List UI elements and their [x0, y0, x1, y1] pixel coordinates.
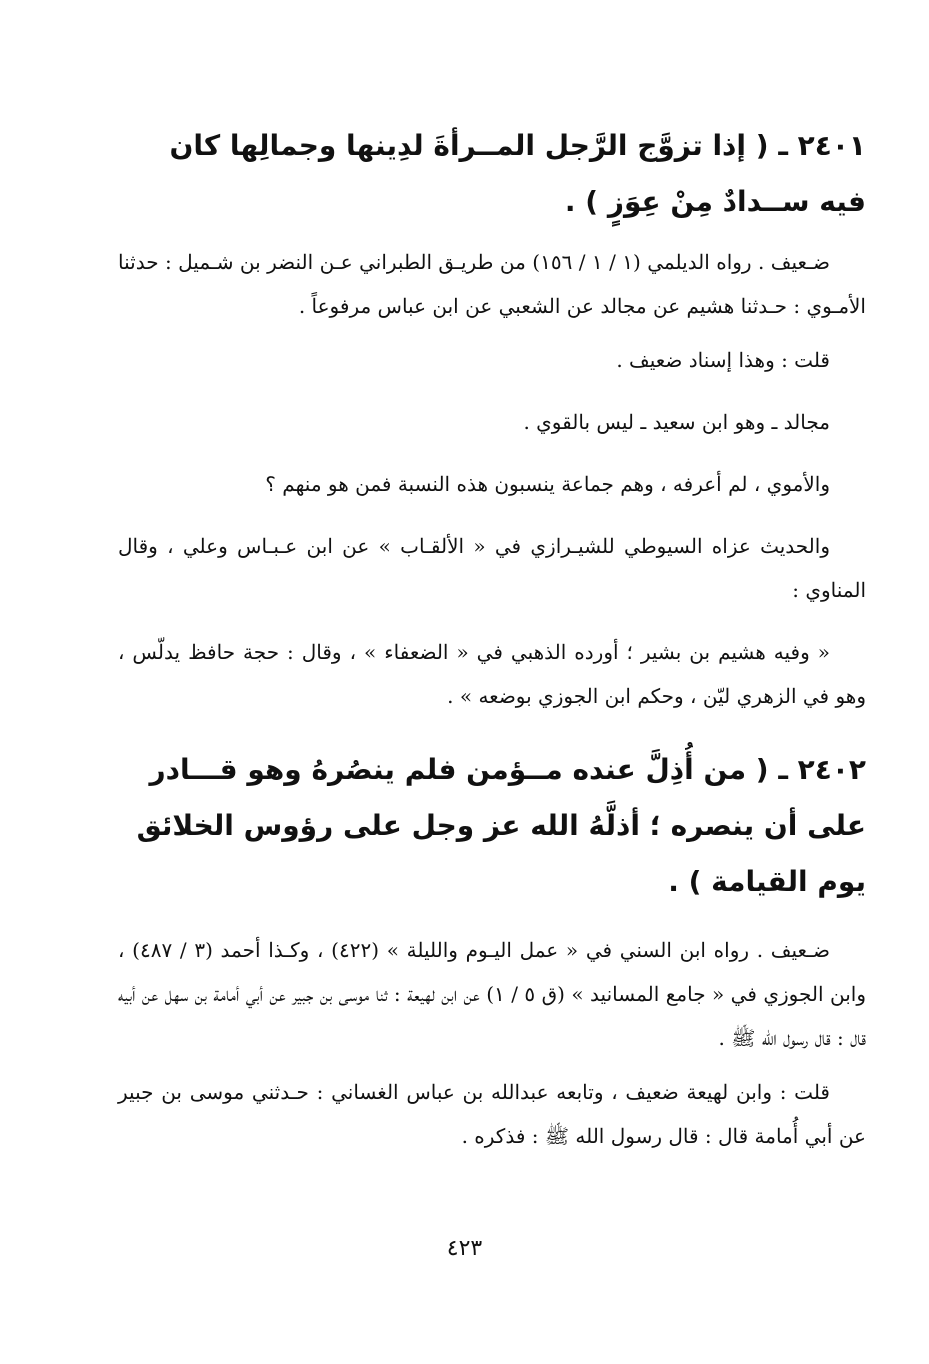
hadith-heading: ٢٤٠١ ـ ( إذا تزوَّج الرَّجل المــرأةَ لدِينها وجمالِها كان فيه ســدادٌ مِنْ عِوَزٍ ) . [169, 129, 866, 218]
comment-paragraph: مجالد ـ وهو ابن سعيد ـ ليس بالقوي . [523, 410, 830, 434]
hadith-entry-2401 [118, 118, 866, 718]
comment-paragraph: والأموي ، لم أعرفه ، وهم جماعة ينسبون هذه النسبة فمن هو منهم ؟ [265, 472, 830, 496]
comment-paragraph: والحديث عزاه السيوطي للشيـرازي في « الألقـاب » عن ابن عـبـاس وعلي ، وقال المناوي : [118, 534, 866, 602]
comment-paragraph: قلت : وابن لهيعة ضعيف ، وتابعه عبدالله بن عباس الغساني : حـدثني موسى بن جبير عن أبي أُمامة قال : قال رسول الله ﷺ : فذكره . [118, 1080, 866, 1148]
quote-paragraph: « وفيه هشيم بن بشير ؛ أورده الذهبي في « الضعفاء » ، وقال : حجة حافظ يدلّس ، وهو في الزهري ليّن ، وحكم ابن الجوزي بوضعه » . [118, 640, 866, 708]
page-number: ٤٢٣ [446, 1236, 483, 1261]
hadith-entry-2402 [118, 742, 866, 1158]
takhrij-paragraph: ضـعيف . رواه الديلمي (١ / ١ / ١٥٦) من طريـق الطبراني عـن النضر بن شـميل : حدثنا الأمـوي : حـدثنا هشيم عن مجالد عن الشعبي عن ابن عباس مرفوعاً . [118, 250, 866, 318]
takhrij-paragraph: ضـعيف . رواه ابن السني في « عمل اليـوم والليلة » (٤٢٢) ، وكـذا أحمد (٣ / ٤٨٧) ، وابن الجوزي في « جامع المسانيد » (ق ٥ / ١) عن ابن لهيعة : ثنا موسى بن جبير عن أبي أمامة بن سهل عن أبيه قال : قال رسول الله ﷺ . [118, 938, 867, 1050]
comment-paragraph: قلت : وهذا إسناد ضعيف . [616, 348, 830, 372]
page-body [118, 118, 866, 1158]
hadith-heading: ٢٤٠٢ ـ ( من أُذِلَّ عنده مــؤمن فلم ينصُرهُ وهو قـــادر على أن ينصره ؛ أذلَّهُ الله عز وجل على رؤوس الخلائق يوم القيامة ) . [136, 753, 866, 898]
